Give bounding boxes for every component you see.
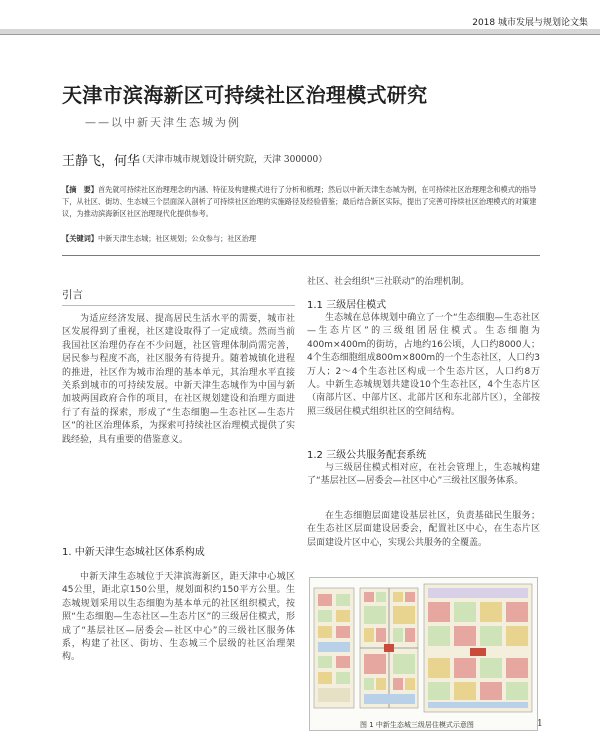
section-1-2-paragraph: 与三级居住模式相对应，在社会管理上，生态城构建了“基层社区—居委会—社区中心”三级社区服务体系。 xyxy=(307,463,540,487)
abstract-text: 首先就可持续社区治理理念的内涵、特征及构建模式进行了分析和梳理；然后以中新天津生态城为例，在可持续社区治理理念和模式的指导下，从社区、街坊、生态城三个层面深入剖析了可持续社区治理的实施路径及经验借鉴；最后结合新区实际，提出了完善可持续社区治理模式的对策建议，为推动滨海新区社区治理现代化提供参考。 xyxy=(62,185,537,218)
abstract xyxy=(62,184,540,220)
figure-plan-drawing xyxy=(310,578,537,730)
paper-title: 天津市滨海新区可持续社区治理模式研究 xyxy=(62,83,428,107)
section-1-1-paragraph: 生态城在总体规划中确立了一个“生态细胞—生态社区—生态片区”的三级组团居住模式。生态细胞为400m×400m的街坊，占地约16公顷，人口约8000人；4个生态细胞组成800m×800m的一个生态社区，人口约3万人；2～4个生态社区构成一个生态片区，人口约8万人。中新生态城规划共建设10个生态社区，4个生态片区（南部片区、中部片区、北部片区和东北部片区），全部按照三级居住模式组织社区的空间结构。 xyxy=(307,313,540,417)
intro-heading: 引言 xyxy=(62,289,83,301)
figure-panel-community xyxy=(360,588,418,708)
figure-residential-structure xyxy=(309,577,538,731)
section-1-heading: 1. 中新天津生态城社区体系构成 xyxy=(62,547,205,558)
section-1-2-heading: 1.2 三级公共服务配套系统 xyxy=(307,450,427,461)
page-number: 1 xyxy=(537,719,543,729)
abstract-label: 【摘 要】 xyxy=(62,185,98,194)
running-head: 2018 城市发展与规划论文集 xyxy=(472,18,588,28)
keywords-text: 中新天津生态城；社区规划；公众参与；社区治理 xyxy=(97,234,257,243)
section-1-1-heading: 1.1 三级居住模式 xyxy=(307,300,387,311)
intro-paragraph: 为适应经济发展、提高居民生活水平的需要，城市社区发展得到了重视，社区建设取得了一定成绩。然而当前我国社区治理仍存在不少问题，社区管理体制尚需完善，居民参与程度不高，社区服务有待提升。随着城镇化进程的推进，社区作为城市治理的基本单元，其治理水平直接关系到城市的可持续发展。中新天津生态城作为中国与新加坡两国政府合作的项目，在社区规划建设和治理方面进行了有益的探索，形成了“生态细胞—生态社区—生态片区”的社区治理体系，为探索可持续社区治理模式提供了实践经验，具有重要的借鉴意义。 xyxy=(62,314,295,445)
figure-caption: 图 1 中新生态城三级居住模式示意图 xyxy=(360,721,474,729)
keywords-label: 【关键词】 xyxy=(62,234,98,243)
header-rule xyxy=(0,34,600,35)
keywords xyxy=(62,234,540,244)
affiliation: （天津市城市规划设计研究院，天津 300000） xyxy=(137,155,328,165)
section-1-paragraph: 中新天津生态城位于天津滨海新区，距天津中心城区45公里，距北京150公里，规划面积约150平方公里。生态城规划采用以生态细胞为基本单元的社区组织模式，按照“生态细胞—生态社区—生态片区”的三级居住模式，形成了“基层社区—居委会—社区中心”的三级社区服务体系，构建了社区、街坊、生态城三个层级的社区治理架构。 xyxy=(62,572,295,663)
intro-rule xyxy=(62,305,295,306)
right-lead-text: 社区、社会组织“三社联动”的治理机制。 xyxy=(307,277,470,287)
figure-panel-district xyxy=(424,584,532,712)
authors: 王静飞，何华 xyxy=(62,154,141,169)
abstract-divider xyxy=(62,255,540,256)
paper-subtitle: ——以中新天津生态城为例 xyxy=(85,116,241,129)
figure-panel-cell xyxy=(314,588,354,708)
section-1-2-paragraph-2: 在生态细胞层面建设基层社区，负责基础民生服务；在生态社区层面建设居委会，配置社区中心，在生态片区层面建设片区中心，实现公共服务的全覆盖。 xyxy=(307,511,540,548)
